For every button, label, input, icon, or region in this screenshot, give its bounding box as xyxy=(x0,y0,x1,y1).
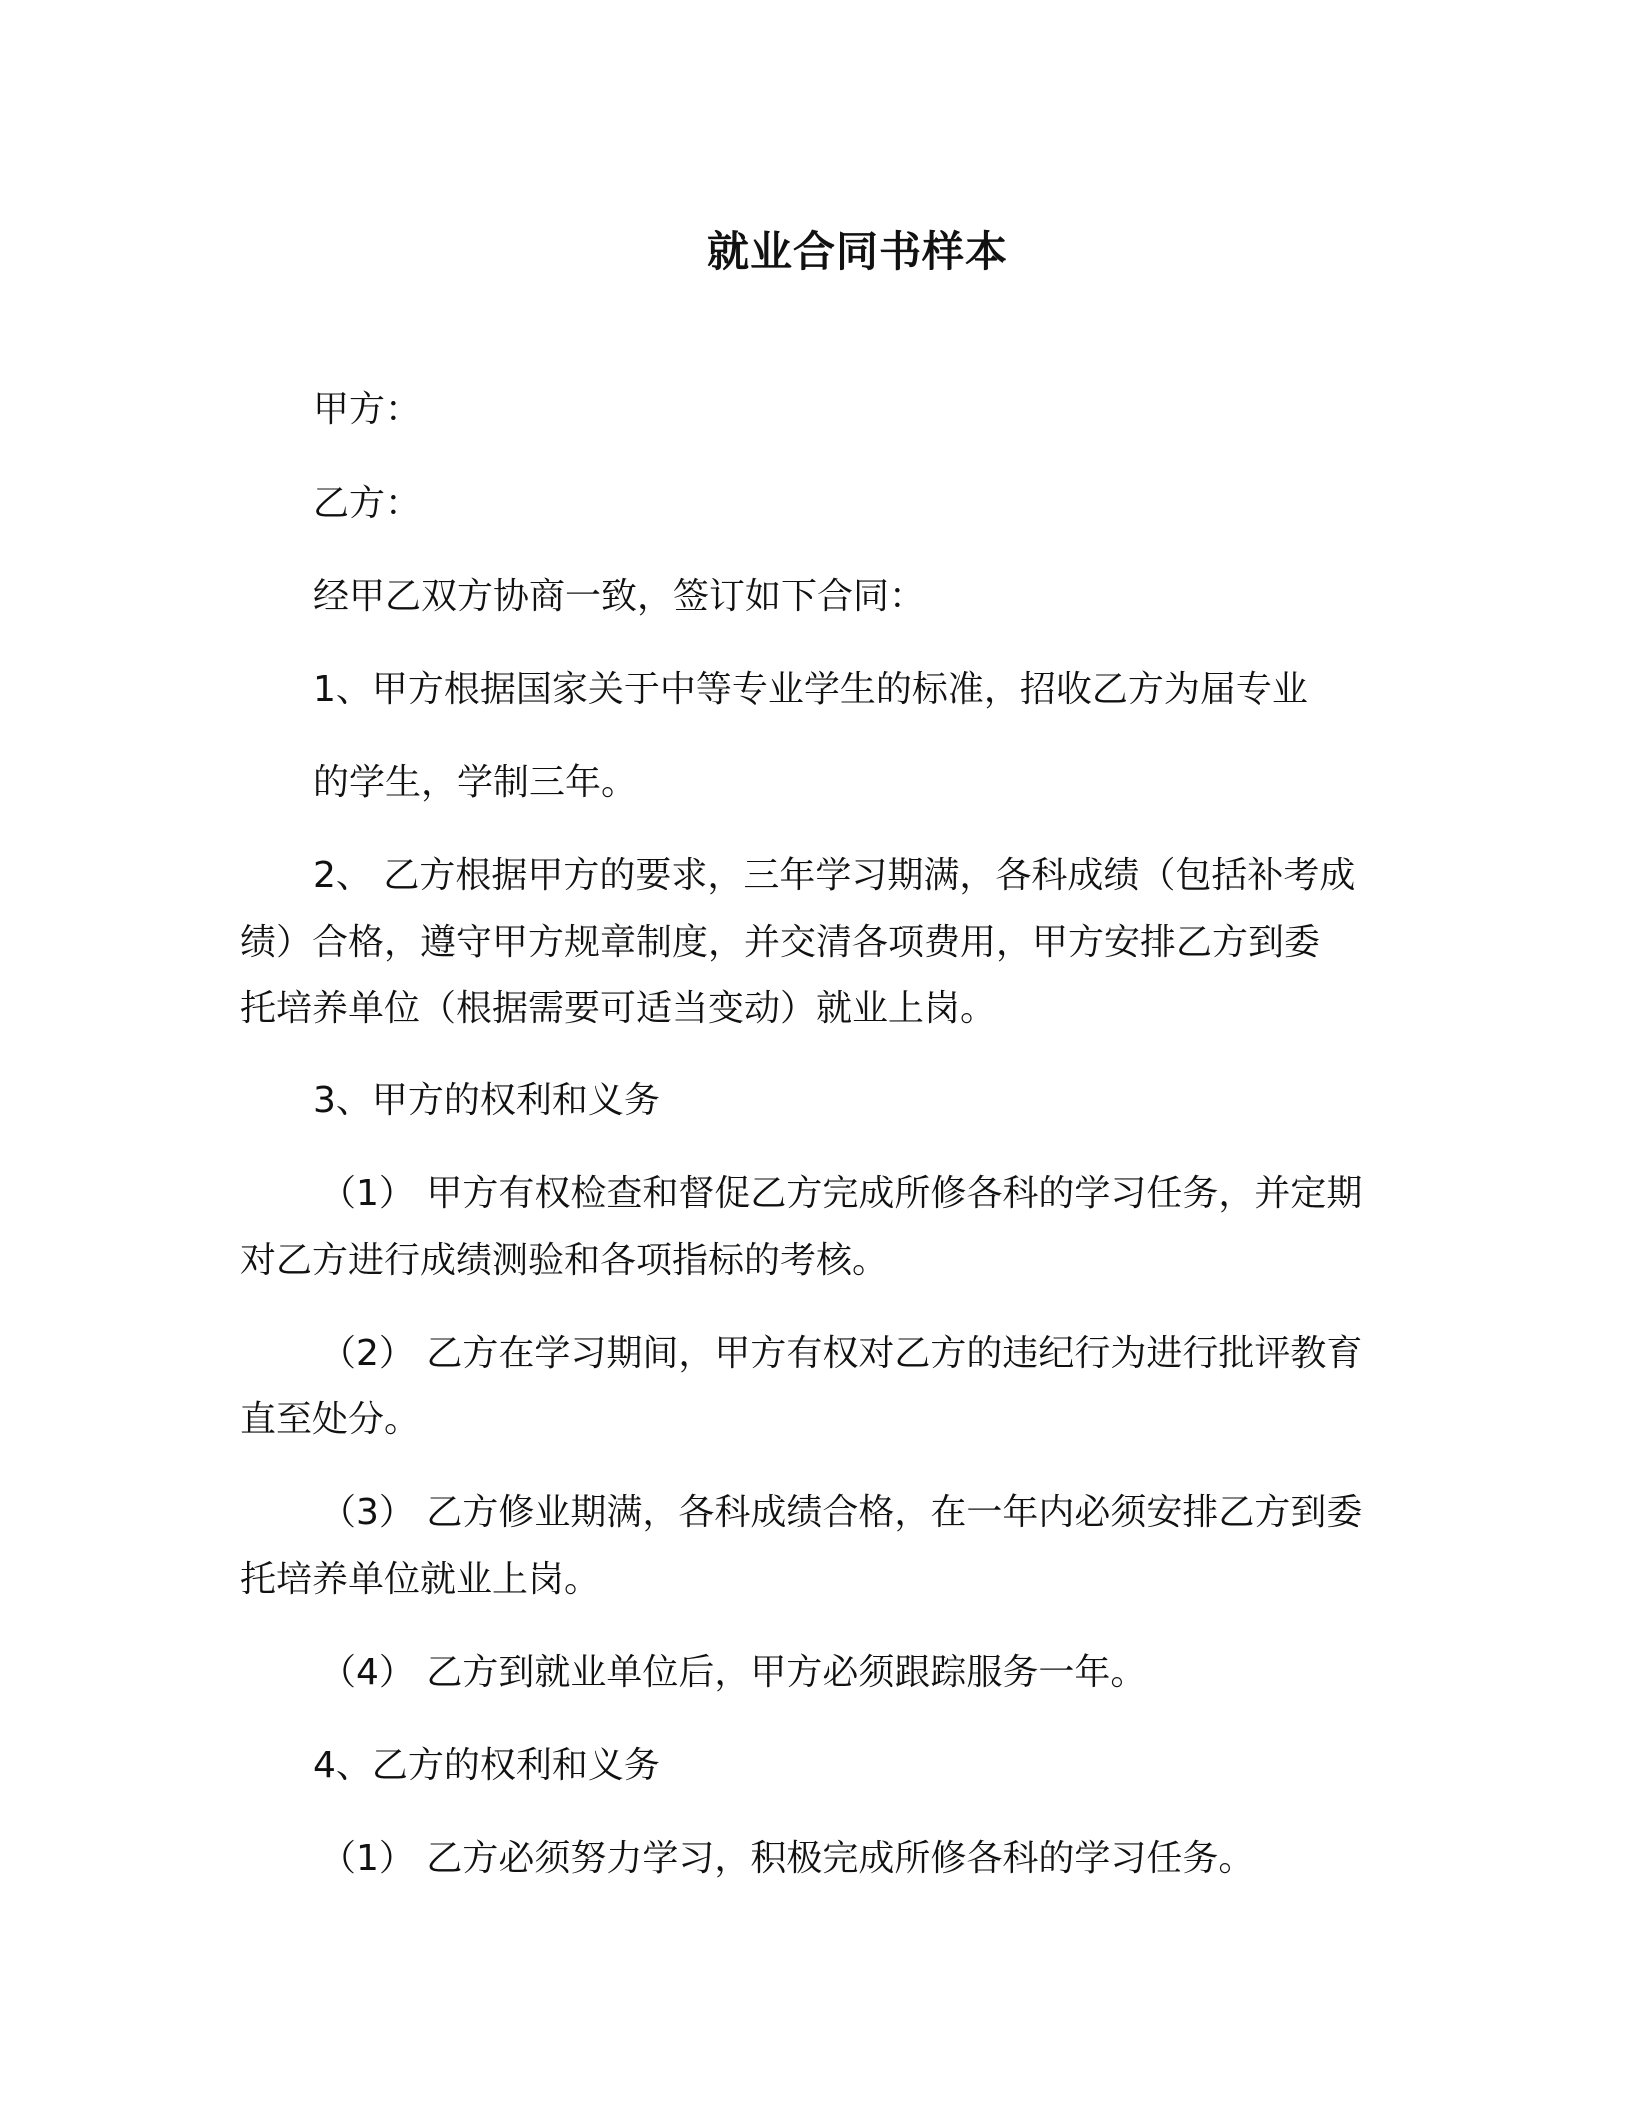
clause-3-item-3-line-1: （3） 乙方修业期满，各科成绩合格，在一年内必须安排乙方到委 xyxy=(320,1492,1363,1533)
clause-2-line-1: 2、 乙方根据甲方的要求，三年学习期满，各科成绩（包括补考成 xyxy=(313,855,1356,896)
document-title: 就业合同书样本 xyxy=(706,227,1008,276)
clause-4-heading: 4、乙方的权利和义务 xyxy=(313,1745,660,1786)
party-a-line: 甲方： xyxy=(313,389,422,430)
clause-2-line-2: 绩）合格，遵守甲方规章制度，并交清各项费用，甲方安排乙方到委 xyxy=(240,922,1321,963)
clause-3-item-1-line-1: （1） 甲方有权检查和督促乙方完成所修各科的学习任务，并定期 xyxy=(320,1173,1363,1214)
agreement-intro-line: 经甲乙双方协商一致，签订如下合同： xyxy=(313,576,926,617)
clause-3-item-2-line-1: （2） 乙方在学习期间，甲方有权对乙方的违纪行为进行批评教育 xyxy=(320,1333,1363,1374)
clause-3-item-2-line-2: 直至处分。 xyxy=(240,1399,421,1440)
clause-3-item-3-line-2: 托培养单位就业上岗。 xyxy=(240,1559,601,1600)
clause-1-line-2: 的学生，学制三年。 xyxy=(313,762,638,803)
clause-3-item-1-line-2: 对乙方进行成绩测验和各项指标的考核。 xyxy=(240,1240,889,1281)
clause-3-item-4-line: （4） 乙方到就业单位后，甲方必须跟踪服务一年。 xyxy=(320,1652,1147,1693)
clause-1-line-1: 1、甲方根据国家关于中等专业学生的标准，招收乙方为届专业 xyxy=(313,669,1308,710)
clause-2-line-3: 托培养单位（根据需要可适当变动）就业上岗。 xyxy=(240,988,997,1029)
clause-4-item-1-line: （1） 乙方必须努力学习，积极完成所修各科的学习任务。 xyxy=(320,1838,1255,1879)
clause-3-heading: 3、甲方的权利和义务 xyxy=(313,1080,660,1121)
party-b-line: 乙方： xyxy=(313,483,422,524)
